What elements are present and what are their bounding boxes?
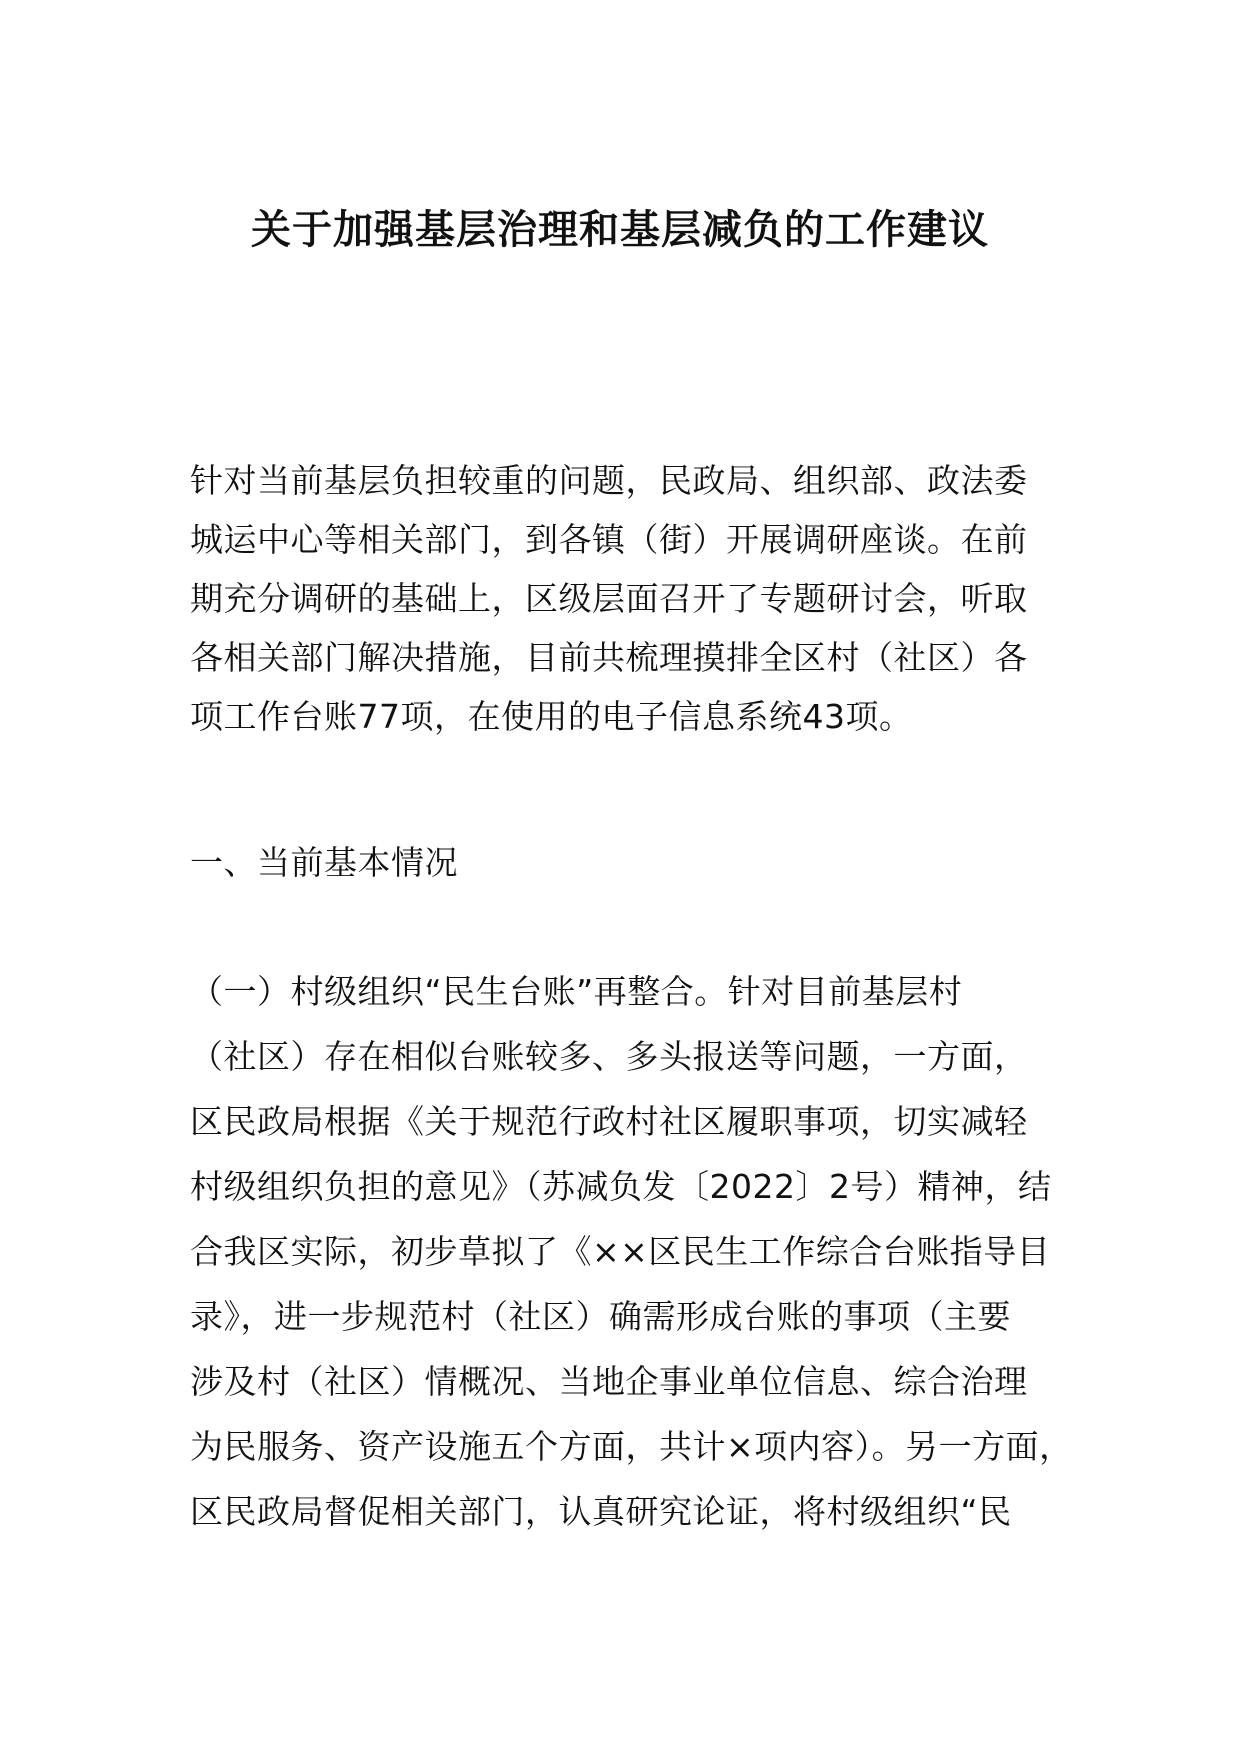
intro-line-2: 城运中心等相关部门，到各镇（街）开展调研座谈。在前 [190, 520, 1028, 559]
intro-line-3: 期充分调研的基础上，区级层面召开了专题研讨会，听取 [190, 579, 1028, 618]
subsection-line-3: 区民政局根据《关于规范行政村社区履职事项，切实减轻 [190, 1102, 1028, 1141]
subsection-line-6: 录》，进一步规范村（社区）确需形成台账的事项（主要 [190, 1297, 1011, 1336]
intro-line-4: 各相关部门解决措施，目前共梳理摸排全区村（社区）各 [190, 638, 1028, 677]
section-heading: 一、当前基本情况 [190, 843, 458, 882]
subsection-line-2: （社区）存在相似台账较多、多头报送等问题，一方面， [190, 1037, 1028, 1076]
subsection-line-9: 区民政局督促相关部门，认真研究论证，将村级组织“民 [190, 1492, 1012, 1531]
intro-line-5: 项工作台账77项，在使用的电子信息系统43项。 [190, 697, 913, 736]
subsection-line-5: 合我区实际，初步草拟了《××区民生工作综合台账指导目 [190, 1232, 1051, 1271]
subsection-line-4: 村级组织负担的意见》（苏减负发〔2022〕2号）精神，结 [190, 1167, 1052, 1206]
subsection-line-8: 为民服务、资产设施五个方面，共计×项内容）。另一方面， [190, 1427, 1073, 1466]
document-title: 关于加强基层治理和基层减负的工作建议 [251, 207, 989, 253]
subsection-line-1: （一）村级组织“民生台账”再整合。针对目前基层村 [190, 972, 963, 1011]
intro-line-1: 针对当前基层负担较重的问题，民政局、组织部、政法委 [190, 461, 1028, 500]
subsection-line-7: 涉及村（社区）情概况、当地企事业单位信息、综合治理 [190, 1362, 1028, 1401]
